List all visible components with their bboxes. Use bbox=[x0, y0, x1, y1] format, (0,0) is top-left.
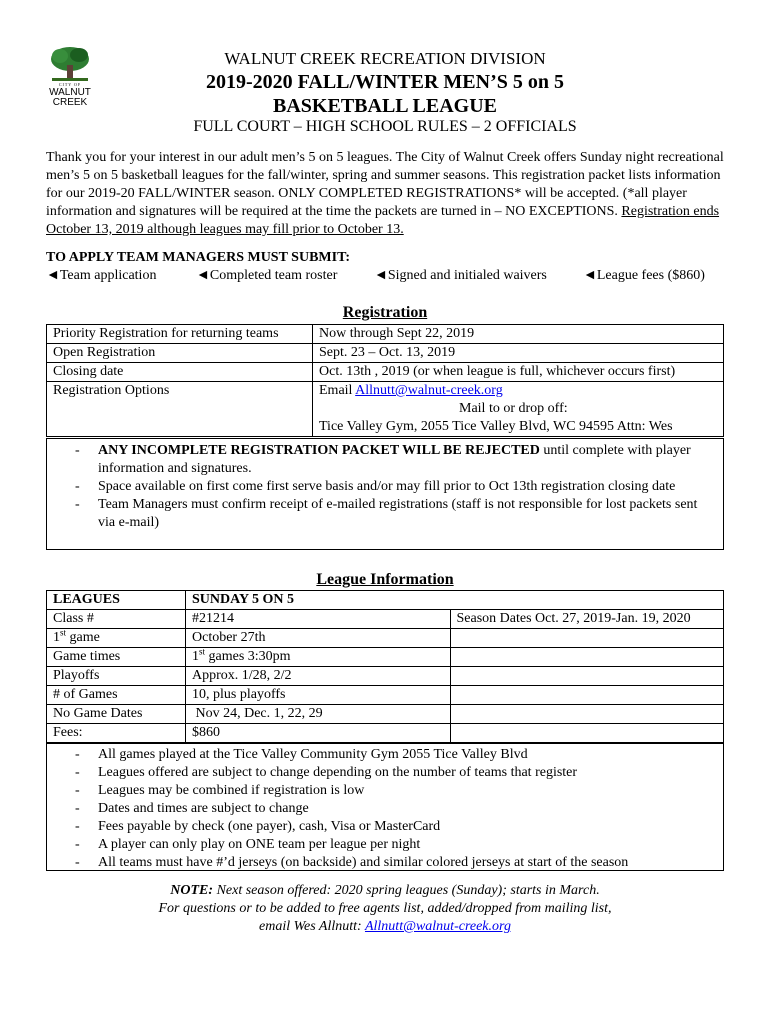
registration-title: Registration bbox=[342, 304, 428, 321]
list-item: - A player can only play on ONE team per league per night bbox=[47, 836, 723, 854]
list-item: - ANY INCOMPLETE REGISTRATION PACKET WILL BE REJECTED until complete with player information and signatures. bbox=[47, 442, 723, 478]
table-row: Priority Registration for returning teams Now through Sept 22, 2019 bbox=[47, 325, 724, 344]
apply-item: ◄Team application bbox=[46, 268, 157, 283]
mailing-address: Tice Valley Gym, 2055 Tice Valley Blvd, WC 94595 Attn: Wes bbox=[319, 419, 673, 434]
logo-name: WALNUT CREEK bbox=[49, 87, 91, 108]
page-title: 2019-2020 FALL/WINTER MEN’S 5 on 5 BASKETBALL LEAGUE bbox=[206, 71, 564, 117]
registration-table bbox=[46, 324, 724, 437]
league-info-title: League Information bbox=[316, 571, 454, 588]
registration-deadline: Registration ends October 13, 2019 although leagues may fill prior to October 13. bbox=[46, 204, 720, 237]
registration-email-link[interactable]: Allnutt@walnut-creek.org bbox=[355, 383, 503, 398]
division-heading: WALNUT CREEK RECREATION DIVISION bbox=[224, 49, 546, 68]
apply-item: ◄Completed team roster bbox=[196, 268, 338, 283]
league-table bbox=[46, 590, 724, 743]
list-item: - Fees payable by check (one payer), cash, Visa or MasterCard bbox=[47, 818, 723, 836]
contact-email-link[interactable]: Allnutt@walnut-creek.org bbox=[364, 919, 511, 934]
footer-note: NOTE: Next season offered: 2020 spring leagues (Sunday); starts in March. For questions or to be added to free agents list, added/dropped from mailing list, email Wes Allnutt: Allnutt@walnut-creek.org bbox=[158, 883, 612, 934]
season-dates: Season Dates Oct. 27, 2019-Jan. 19, 2020 bbox=[450, 610, 724, 629]
table-row: # of Games 10, plus playoffs bbox=[47, 686, 724, 705]
apply-item: ◄League fees ($860) bbox=[583, 268, 705, 283]
table-row: Game times 1st games 3:30pm bbox=[47, 648, 724, 667]
apply-heading: TO APPLY TEAM MANAGERS MUST SUBMIT: bbox=[46, 250, 351, 265]
list-item: - Team Managers must confirm receipt of e-mailed registrations (staff is not responsible for lost packets sent via e-mail) bbox=[47, 496, 723, 532]
table-row: Fees: $860 bbox=[47, 724, 724, 743]
logo-small-text: CITY OF bbox=[58, 82, 82, 87]
table-row: Closing date Oct. 13th , 2019 (or when league is full, whichever occurs first) bbox=[47, 363, 724, 382]
list-item: - All teams must have #’d jerseys (on backside) and similar colored jerseys at start of the season bbox=[47, 854, 723, 872]
table-row: Class # #21214 Season Dates Oct. 27, 2019-Jan. 19, 2020 bbox=[47, 610, 724, 629]
list-item: - Dates and times are subject to change bbox=[47, 800, 723, 818]
intro-paragraph: Thank you for your interest in our adult men’s 5 on 5 leagues. The City of Walnut Creek offers Sunday night recreational men’s 5 on 5 basketball leagues for the fall/winter, spring and summer seasons. This registration packet lists information for our 2019-20 FALL/WINTER season. ONLY COMPLETED REGISTRATIONS* will be accepted. (*all player information and signatures will be required at the time the packets are turned in – NO EXCEPTIONS. Registration ends October 13, 2019 although leagues may fill prior to October 13. bbox=[46, 150, 724, 237]
table-row: 1st game October 27th bbox=[47, 629, 724, 648]
list-item: - Space available on first come first serve basis and/or may fill prior to Oct 13th registration closing date bbox=[47, 478, 723, 496]
registration-notes bbox=[46, 438, 724, 550]
list-item: - Leagues may be combined if registration is low bbox=[47, 782, 723, 800]
apply-item: ◄Signed and initialed waivers bbox=[374, 268, 547, 283]
table-row: Playoffs Approx. 1/28, 2/2 bbox=[47, 667, 724, 686]
league-notes bbox=[46, 743, 724, 871]
table-row: No Game Dates Nov 24, Dec. 1, 22, 29 bbox=[47, 705, 724, 724]
table-row: LEAGUES SUNDAY 5 ON 5 bbox=[47, 591, 724, 610]
list-item: - All games played at the Tice Valley Community Gym 2055 Tice Valley Blvd bbox=[47, 746, 723, 764]
page-subtitle: FULL COURT – HIGH SCHOOL RULES – 2 OFFICIALS bbox=[193, 118, 577, 135]
list-item: - Leagues offered are subject to change depending on the number of teams that register bbox=[47, 764, 723, 782]
table-row: Open Registration Sept. 23 – Oct. 13, 2019 bbox=[47, 344, 724, 363]
table-row: Registration Options Email Allnutt@walnut-creek.org Mail to or drop off: Tice Valley Gym, 2055 Tice Valley Blvd, WC 94595 Attn: Wes bbox=[47, 382, 724, 437]
